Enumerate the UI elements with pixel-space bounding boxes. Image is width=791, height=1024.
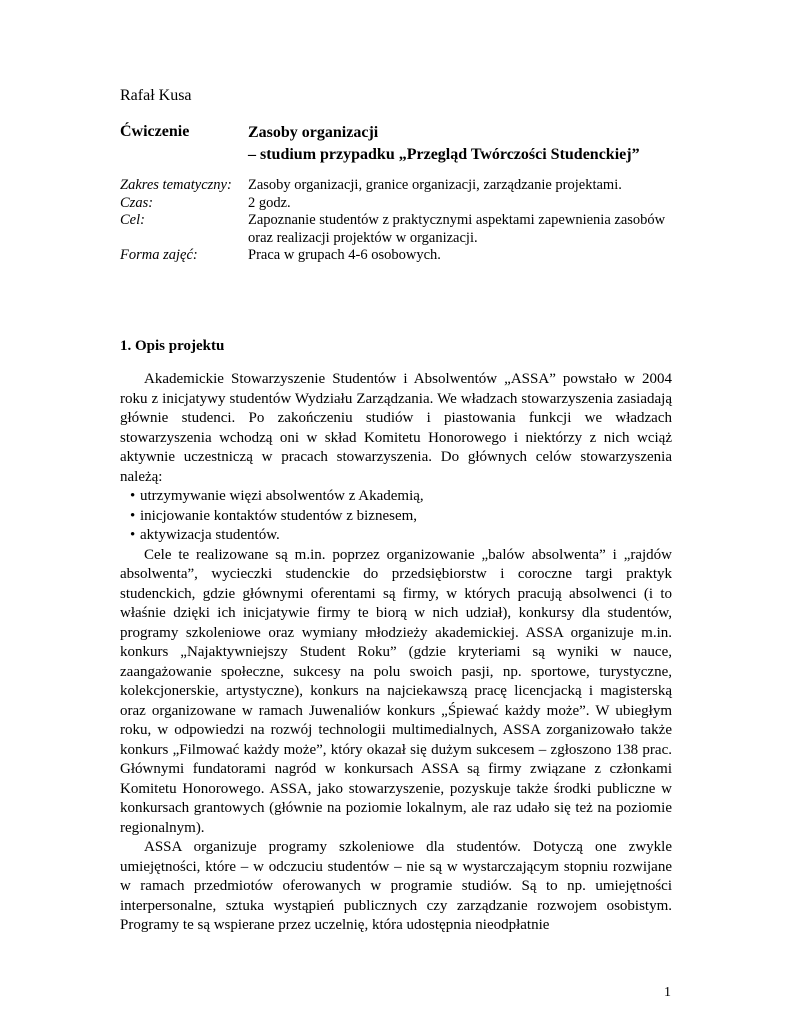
section-body — [120, 370, 672, 936]
list-item-text: utrzymywanie więzi absolwentów z Akademią, — [140, 488, 424, 504]
exercise-title-line: Zasoby organizacji — [248, 124, 379, 141]
meta-value-line: 2 godz. — [248, 194, 291, 211]
paragraph: ASSA organizuje programy szkoleniowe dla studentów. Dotyczą one zwykle umiejętności, które – w odczuciu studentów – nie są w wystarczającym stopniu rozwijane w ramach przedmiotów oferowanych w programie studiów. Są to np. umiejętności interpersonalne, sztuka wystąpień publicznych czy zarządzanie rozwojem osobistym. Programy te są wspierane przez uczelnię, która udostępnia nieodpłatnie — [120, 839, 672, 933]
meta-row-time — [120, 195, 680, 213]
meta-value-line: Zapoznanie studentów z praktycznymi aspektami zapewnienia zasobów — [248, 212, 666, 228]
meta-value-line: oraz realizacji projektów w organizacji. — [248, 229, 478, 246]
meta-value — [248, 195, 680, 213]
meta-key: Zakres tematyczny: — [120, 177, 232, 193]
page-number: 1 — [664, 985, 671, 1000]
list-item-text: aktywizacja studentów. — [140, 527, 280, 543]
exercise-title — [248, 122, 728, 166]
meta-value-line: Praca w grupach 4-6 osobowych. — [248, 247, 441, 263]
meta-value — [248, 247, 680, 265]
exercise-title-line: – studium przypadku „Przegląd Twórczości Studenckiej” — [248, 146, 640, 163]
list-item — [130, 507, 672, 527]
meta-key: Forma zajęć: — [120, 247, 198, 263]
meta-row-form — [120, 247, 680, 265]
author-name: Rafał Kusa — [120, 87, 192, 104]
bullet-icon: • — [130, 527, 136, 543]
section-heading: 1. Opis projektu — [120, 338, 225, 354]
exercise-label: Ćwiczenie — [120, 123, 190, 140]
bullet-icon: • — [130, 507, 136, 524]
meta-key: Cel: — [120, 212, 145, 228]
bullet-icon: • — [130, 488, 136, 504]
meta-row-goal — [120, 212, 680, 247]
meta-value-line: Zasoby organizacji, granice organizacji, zarządzanie projektami. — [248, 177, 622, 193]
meta-key: Czas: — [120, 194, 154, 211]
meta-row-scope — [120, 177, 680, 195]
meta-value — [248, 177, 680, 195]
list-item-text: inicjowanie kontaktów studentów z biznesem, — [140, 507, 418, 524]
exercise-meta — [120, 177, 680, 265]
goals-list — [120, 487, 672, 546]
paragraph: Cele te realizowane są m.in. poprzez organizowanie „balów absolwenta” i „rajdów absolwenta”, wycieczki studenckie do przedsiębiorstw i coroczne targi praktyk studenckich, gdzie głównymi oferentami są firmy, w których pracują absolwenci (i to właśnie dzięki ich inicjatywie firmy te biorą w nich udział), konkursy dla studentów, programy szkoleniowe oraz wymiany młodzieży akademickiej. ASSA organizuje m.in. konkurs „Najaktywniejszy Student Roku” (gdzie kryteriami są wyniki w nauce, zaangażowanie społeczne, sukcesy na polu swoich pasji, np. sportowe, turystyczne, kolekcjonerskie, artystyczne), konkurs na najciekawszą pracę licencjacką i magisterską oraz organizowane w ramach Juwenaliów konkurs „Śpiewać każdy może”. W ubiegłym roku, w odpowiedzi na rozwój technologii multimedialnych, ASSA zorganizowało także konkurs „Filmować każdy może”, który okazał się dużym sukcesem – zgłoszono 138 prac. Głównymi fundatorami nagród w konkursach ASSA są firmy związane z członkami Komitetu Honorowego. ASSA, jako stowarzyszenie, pozyskuje także środki publiczne w konkursach grantowych (głównie na poziomie lokalnym, ale raz udało się też na poziomie regionalnym). — [120, 546, 672, 836]
list-item — [130, 487, 672, 507]
meta-value — [248, 212, 680, 247]
paragraph: Akademickie Stowarzyszenie Studentów i Absolwentów „ASSA” powstało w 2004 roku z inicjatywy studentów Wydziału Zarządzania. We władzach stowarzyszenia zasiadają głównie studenci. Po zakończeniu studiów i piastowania funkcji we władzach stowarzyszenia wchodzą oni w skład Komitetu Honorowego i niektórzy z nich wciąż aktywnie uczestniczą w pracach stowarzyszenia. Do głównych celów stowarzyszenia należą: — [120, 371, 672, 485]
list-item — [130, 526, 672, 546]
